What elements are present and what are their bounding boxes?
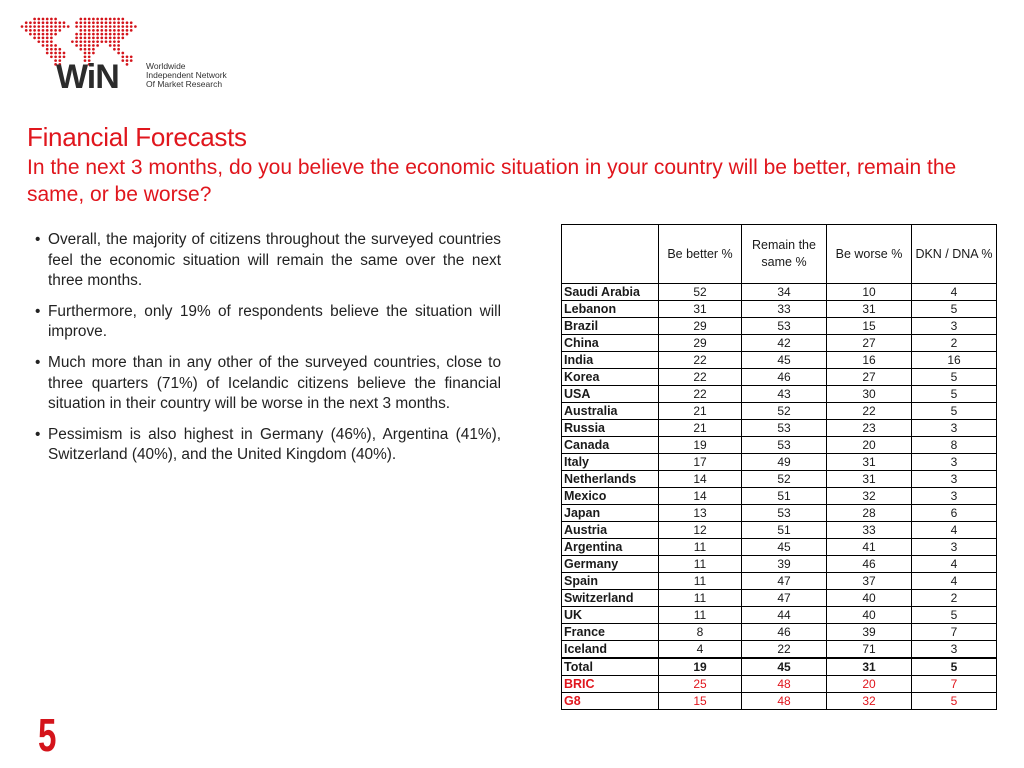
- bullet-text: Overall, the majority of citizens throughout the surveyed countries feel the economic situation will remain the same over the next three months.: [48, 231, 501, 290]
- cell-better: 19: [659, 437, 742, 454]
- cell-better: 11: [659, 590, 742, 607]
- cell-better: 11: [659, 573, 742, 590]
- bullet-icon: •: [35, 231, 41, 248]
- logo-tagline-line: Independent Network: [146, 70, 227, 80]
- cell-worse: 71: [827, 641, 912, 659]
- win-logo: [18, 16, 248, 96]
- cell-better: 21: [659, 420, 742, 437]
- cell-country: BRIC: [562, 676, 659, 693]
- cell-dkn: 5: [912, 386, 997, 403]
- cell-worse: 27: [827, 369, 912, 386]
- results-table: [561, 224, 997, 710]
- cell-better: 22: [659, 352, 742, 369]
- logo-tagline: [146, 62, 227, 89]
- cell-same: 43: [742, 386, 827, 403]
- cell-same: 46: [742, 624, 827, 641]
- cell-same: 47: [742, 573, 827, 590]
- cell-worse: 39: [827, 624, 912, 641]
- cell-same: 51: [742, 522, 827, 539]
- cell-dkn: 3: [912, 471, 997, 488]
- cell-dkn: 7: [912, 624, 997, 641]
- table-row: [562, 437, 997, 454]
- cell-country: Mexico: [562, 488, 659, 505]
- cell-better: 12: [659, 522, 742, 539]
- cell-country: Canada: [562, 437, 659, 454]
- table-row: [562, 522, 997, 539]
- cell-country: Austria: [562, 522, 659, 539]
- table-row: [562, 658, 997, 676]
- cell-worse: 20: [827, 676, 912, 693]
- bullet-item: [35, 353, 501, 415]
- bullet-item: [35, 302, 501, 343]
- cell-same: 39: [742, 556, 827, 573]
- bullet-text: Furthermore, only 19% of respondents believe the situation will improve.: [48, 302, 501, 341]
- cell-same: 34: [742, 284, 827, 301]
- table-body: [562, 284, 997, 710]
- cell-worse: 41: [827, 539, 912, 556]
- cell-country: Russia: [562, 420, 659, 437]
- cell-dkn: 16: [912, 352, 997, 369]
- cell-worse: 40: [827, 607, 912, 624]
- cell-worse: 31: [827, 454, 912, 471]
- bullet-icon: •: [35, 302, 41, 320]
- cell-country: Korea: [562, 369, 659, 386]
- table-row: [562, 556, 997, 573]
- cell-worse: 31: [827, 471, 912, 488]
- cell-same: 52: [742, 471, 827, 488]
- cell-dkn: 5: [912, 658, 997, 676]
- cell-worse: 23: [827, 420, 912, 437]
- cell-same: 48: [742, 676, 827, 693]
- cell-dkn: 4: [912, 284, 997, 301]
- cell-dkn: 7: [912, 676, 997, 693]
- cell-country: Switzerland: [562, 590, 659, 607]
- table-row: [562, 403, 997, 420]
- cell-same: 47: [742, 590, 827, 607]
- logo-tagline-line: Worldwide: [146, 61, 186, 71]
- table-row: [562, 284, 997, 301]
- cell-same: 46: [742, 369, 827, 386]
- cell-worse: 20: [827, 437, 912, 454]
- cell-country: G8: [562, 693, 659, 710]
- cell-dkn: 3: [912, 454, 997, 471]
- cell-worse: 40: [827, 590, 912, 607]
- cell-better: 22: [659, 386, 742, 403]
- cell-better: 14: [659, 488, 742, 505]
- cell-country: Brazil: [562, 318, 659, 335]
- bullet-text: Much more than in any other of the surveyed countries, close to three quarters (71%) of Icelandic citizens believe the financial situation in their country will be worse in the next 3 months.: [48, 353, 501, 413]
- cell-dkn: 5: [912, 301, 997, 318]
- cell-better: 8: [659, 624, 742, 641]
- cell-better: 15: [659, 693, 742, 710]
- table-row: [562, 471, 997, 488]
- table-row: [562, 488, 997, 505]
- cell-same: 53: [742, 437, 827, 454]
- table-row: [562, 420, 997, 437]
- cell-dkn: 4: [912, 522, 997, 539]
- cell-country: USA: [562, 386, 659, 403]
- cell-dkn: 2: [912, 590, 997, 607]
- cell-worse: 31: [827, 658, 912, 676]
- cell-better: 19: [659, 658, 742, 676]
- cell-better: 11: [659, 556, 742, 573]
- table-row: [562, 693, 997, 710]
- header-dkn: DKN / DNA %: [912, 225, 997, 284]
- table-row: [562, 624, 997, 641]
- cell-same: 33: [742, 301, 827, 318]
- bullet-text: Pessimism is also highest in Germany (46%), Argentina (41%), Switzerland (40%), and the United Kingdom (40%).: [48, 425, 501, 464]
- cell-country: Japan: [562, 505, 659, 522]
- cell-worse: 32: [827, 693, 912, 710]
- cell-dkn: 5: [912, 693, 997, 710]
- cell-same: 53: [742, 505, 827, 522]
- cell-same: 51: [742, 488, 827, 505]
- cell-better: 22: [659, 369, 742, 386]
- cell-dkn: 5: [912, 607, 997, 624]
- cell-same: 44: [742, 607, 827, 624]
- results-table-container: [561, 224, 997, 710]
- header-same: Remain the same %: [742, 225, 827, 284]
- page-subtitle: In the next 3 months, do you believe the economic situation in your country will be better, remain the same, or be worse?: [27, 156, 957, 206]
- bullet-item: [35, 425, 501, 466]
- cell-dkn: 8: [912, 437, 997, 454]
- cell-country: Australia: [562, 403, 659, 420]
- table-row: [562, 573, 997, 590]
- table-header-row: [562, 225, 997, 284]
- table-row: [562, 301, 997, 318]
- cell-country: India: [562, 352, 659, 369]
- cell-worse: 31: [827, 301, 912, 318]
- table-row: [562, 539, 997, 556]
- cell-same: 52: [742, 403, 827, 420]
- cell-worse: 46: [827, 556, 912, 573]
- cell-better: 29: [659, 318, 742, 335]
- cell-dkn: 3: [912, 488, 997, 505]
- header-worse: Be worse %: [827, 225, 912, 284]
- cell-worse: 16: [827, 352, 912, 369]
- cell-country: Lebanon: [562, 301, 659, 318]
- cell-country: Iceland: [562, 641, 659, 659]
- logo-tagline-line: Of Market Research: [146, 79, 223, 89]
- cell-dkn: 5: [912, 369, 997, 386]
- cell-country: China: [562, 335, 659, 352]
- cell-same: 22: [742, 641, 827, 659]
- cell-country: France: [562, 624, 659, 641]
- cell-worse: 32: [827, 488, 912, 505]
- cell-better: 11: [659, 539, 742, 556]
- table-row: [562, 335, 997, 352]
- table-row: [562, 352, 997, 369]
- cell-worse: 10: [827, 284, 912, 301]
- cell-dkn: 3: [912, 641, 997, 659]
- cell-better: 52: [659, 284, 742, 301]
- table-row: [562, 505, 997, 522]
- cell-country: Italy: [562, 454, 659, 471]
- cell-same: 45: [742, 658, 827, 676]
- page-title: Financial Forecasts: [27, 122, 247, 152]
- header-better: Be better %: [659, 225, 742, 284]
- cell-same: 49: [742, 454, 827, 471]
- cell-dkn: 3: [912, 420, 997, 437]
- cell-dkn: 4: [912, 573, 997, 590]
- cell-same: 53: [742, 318, 827, 335]
- cell-country: UK: [562, 607, 659, 624]
- header-country: [562, 225, 659, 284]
- cell-worse: 28: [827, 505, 912, 522]
- table-row: [562, 641, 997, 659]
- cell-country: Argentina: [562, 539, 659, 556]
- cell-same: 42: [742, 335, 827, 352]
- bullet-list: [35, 230, 501, 476]
- cell-country: Germany: [562, 556, 659, 573]
- logo-wordmark: WiN: [56, 58, 119, 96]
- cell-better: 11: [659, 607, 742, 624]
- cell-better: 14: [659, 471, 742, 488]
- cell-dkn: 3: [912, 318, 997, 335]
- cell-better: 29: [659, 335, 742, 352]
- cell-worse: 33: [827, 522, 912, 539]
- cell-worse: 27: [827, 335, 912, 352]
- cell-country: Total: [562, 658, 659, 676]
- cell-worse: 30: [827, 386, 912, 403]
- cell-same: 48: [742, 693, 827, 710]
- table-row: [562, 318, 997, 335]
- bullet-item: [35, 230, 501, 292]
- table-row: [562, 454, 997, 471]
- table-row: [562, 607, 997, 624]
- cell-dkn: 2: [912, 335, 997, 352]
- cell-dkn: 5: [912, 403, 997, 420]
- cell-worse: 37: [827, 573, 912, 590]
- cell-country: Spain: [562, 573, 659, 590]
- table-row: [562, 369, 997, 386]
- table-row: [562, 590, 997, 607]
- cell-country: Netherlands: [562, 471, 659, 488]
- cell-better: 13: [659, 505, 742, 522]
- cell-better: 25: [659, 676, 742, 693]
- cell-same: 45: [742, 352, 827, 369]
- cell-country: Saudi Arabia: [562, 284, 659, 301]
- table-row: [562, 676, 997, 693]
- cell-dkn: 3: [912, 539, 997, 556]
- cell-better: 4: [659, 641, 742, 659]
- bullet-icon: •: [35, 353, 41, 371]
- cell-dkn: 6: [912, 505, 997, 522]
- bullet-icon: •: [35, 425, 41, 443]
- cell-worse: 15: [827, 318, 912, 335]
- cell-dkn: 4: [912, 556, 997, 573]
- cell-better: 21: [659, 403, 742, 420]
- cell-same: 45: [742, 539, 827, 556]
- table-row: [562, 386, 997, 403]
- cell-worse: 22: [827, 403, 912, 420]
- cell-same: 53: [742, 420, 827, 437]
- cell-better: 17: [659, 454, 742, 471]
- cell-better: 31: [659, 301, 742, 318]
- page-number: 5: [38, 709, 57, 761]
